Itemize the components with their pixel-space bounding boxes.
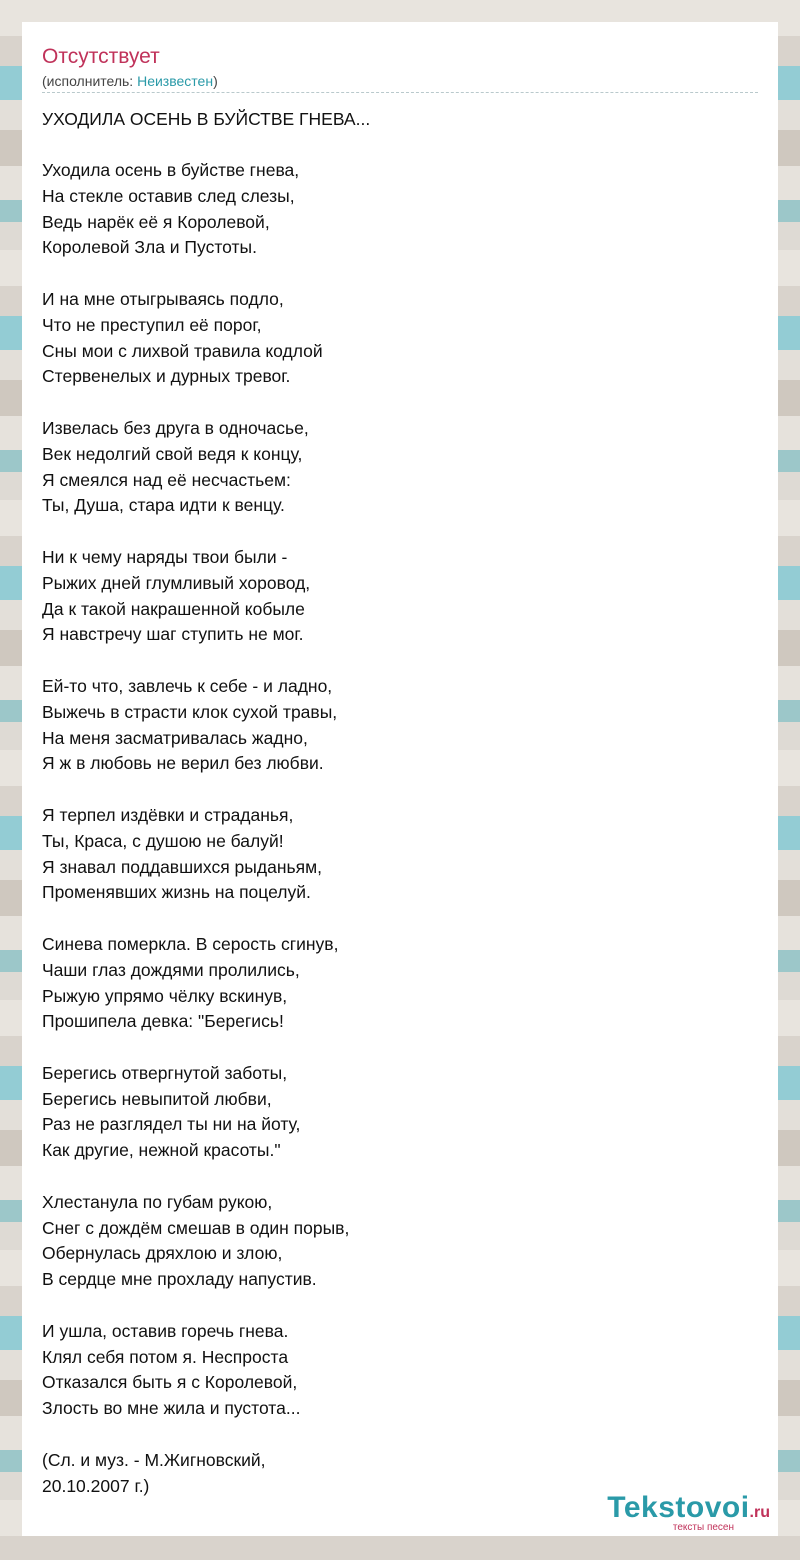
lyrics-line: Как другие, нежной красоты." (42, 1140, 281, 1161)
lyrics-stanza (42, 932, 742, 1035)
performer-suffix: ) (213, 73, 218, 89)
lyrics-line: Век недолгий свой ведя к концу, (42, 443, 303, 464)
lyrics-line: (Сл. и муз. - М.Жигновский, (42, 1449, 266, 1470)
lyrics-line: Берегись отвергнутой заботы, (42, 1062, 288, 1083)
performer-prefix: (исполнитель: (42, 73, 138, 89)
lyrics-line: Выжечь в страсти клок сухой травы, (42, 701, 338, 722)
lyrics-line: Рыжих дней глумливый хоровод, (42, 572, 311, 593)
lyrics-line: Сны мои с лихвой травила кодлой (42, 340, 323, 361)
lyrics-line: Я знавал поддавшихся рыданьям, (42, 856, 322, 877)
lyrics-line: Променявших жизнь на поцелуй. (42, 882, 311, 903)
logo-tagline: тексты песен (672, 1522, 734, 1533)
lyrics-line: На меня засматривалась жадно, (42, 727, 308, 748)
lyrics-line: Злость во мне жила и пустота... (42, 1398, 301, 1419)
lyrics-line: Хлестанула по губам рукою, (42, 1191, 273, 1212)
lyrics-stanza (42, 674, 742, 777)
lyrics-line: Рыжую упрямо чёлку вскинув, (42, 985, 288, 1006)
lyrics-body (42, 158, 742, 1525)
lyrics-line: Ей-то что, завлечь к себе - и ладно, (42, 675, 333, 696)
logo-suffix: .ru (749, 1504, 770, 1521)
site-logo[interactable] (607, 1491, 770, 1533)
lyrics-stanza (42, 1190, 742, 1293)
lyrics-line: Что не преступил её порог, (42, 314, 262, 335)
lyrics-line: Берегись невыпитой любви, (42, 1088, 272, 1109)
lyrics-line: Отказался быть я с Королевой, (42, 1372, 298, 1393)
lyrics-line: И ушла, оставив горечь гнева. (42, 1320, 289, 1341)
lyrics-stanza (42, 416, 742, 519)
lyrics-stanza (42, 287, 742, 390)
lyrics-line: Я навстречу шаг ступить не мог. (42, 624, 304, 645)
lyrics-line: На стекле оставив след слезы, (42, 185, 295, 206)
lyrics-line: В сердце мне прохладу напустив. (42, 1269, 317, 1290)
lyrics-line: Раз не разглядел ты ни на йоту, (42, 1114, 301, 1135)
lyrics-line: Обернулась дряхлою и злою, (42, 1243, 283, 1264)
lyrics-line: Ты, Душа, стара идти к венцу. (42, 495, 285, 516)
lyrics-stanza (42, 158, 742, 261)
lyrics-stanza (42, 1319, 742, 1422)
lyrics-line: Клял себя потом я. Неспроста (42, 1346, 289, 1367)
lyrics-stanza (42, 803, 742, 906)
lyrics-line: Я терпел издёвки и страданья, (42, 804, 294, 825)
lyrics-stanza (42, 545, 742, 648)
logo-text: Tekstovoi (607, 1491, 750, 1524)
lyrics-line: Я смеялся над её несчастьем: (42, 469, 291, 490)
lyrics-line: 20.10.2007 г.) (42, 1475, 150, 1496)
lyrics-line: Королевой Зла и Пустоты. (42, 237, 257, 258)
lyrics-line: Стервенелых и дурных тревог. (42, 366, 291, 387)
lyrics-line: Да к такой накрашенной кобыле (42, 598, 305, 619)
performer-line (42, 72, 218, 90)
lyrics-line: Я ж в любовь не верил без любви. (42, 753, 324, 774)
lyrics-heading: УХОДИЛА ОСЕНЬ В БУЙСТВЕ ГНЕВА... (42, 109, 371, 129)
lyrics-card (22, 22, 778, 1536)
lyrics-line: И на мне отыгрываясь подло, (42, 288, 284, 309)
lyrics-line: Уходила осень в буйстве гнева, (42, 160, 300, 180)
lyrics-line: Извелась без друга в одночасье, (42, 417, 309, 438)
lyrics-line: Ведь нарёк её я Королевой, (42, 211, 270, 232)
lyrics-line: Снег с дождём смешав в один порыв, (42, 1217, 350, 1238)
lyrics-stanza (42, 1061, 742, 1164)
lyrics-line: Чаши глаз дождями пролились, (42, 959, 300, 980)
lyrics-line: Прошипела девка: "Берегись! (42, 1011, 284, 1032)
lyrics-line: Синева померкла. В серость сгинув, (42, 933, 339, 954)
lyrics-line: Ты, Краса, с душою не балуй! (42, 830, 284, 851)
lyrics-line: Ни к чему наряды твои были - (42, 546, 288, 567)
divider (42, 92, 758, 93)
performer-link[interactable]: Неизвестен (137, 73, 214, 89)
song-title: Отсутствует (42, 45, 160, 68)
